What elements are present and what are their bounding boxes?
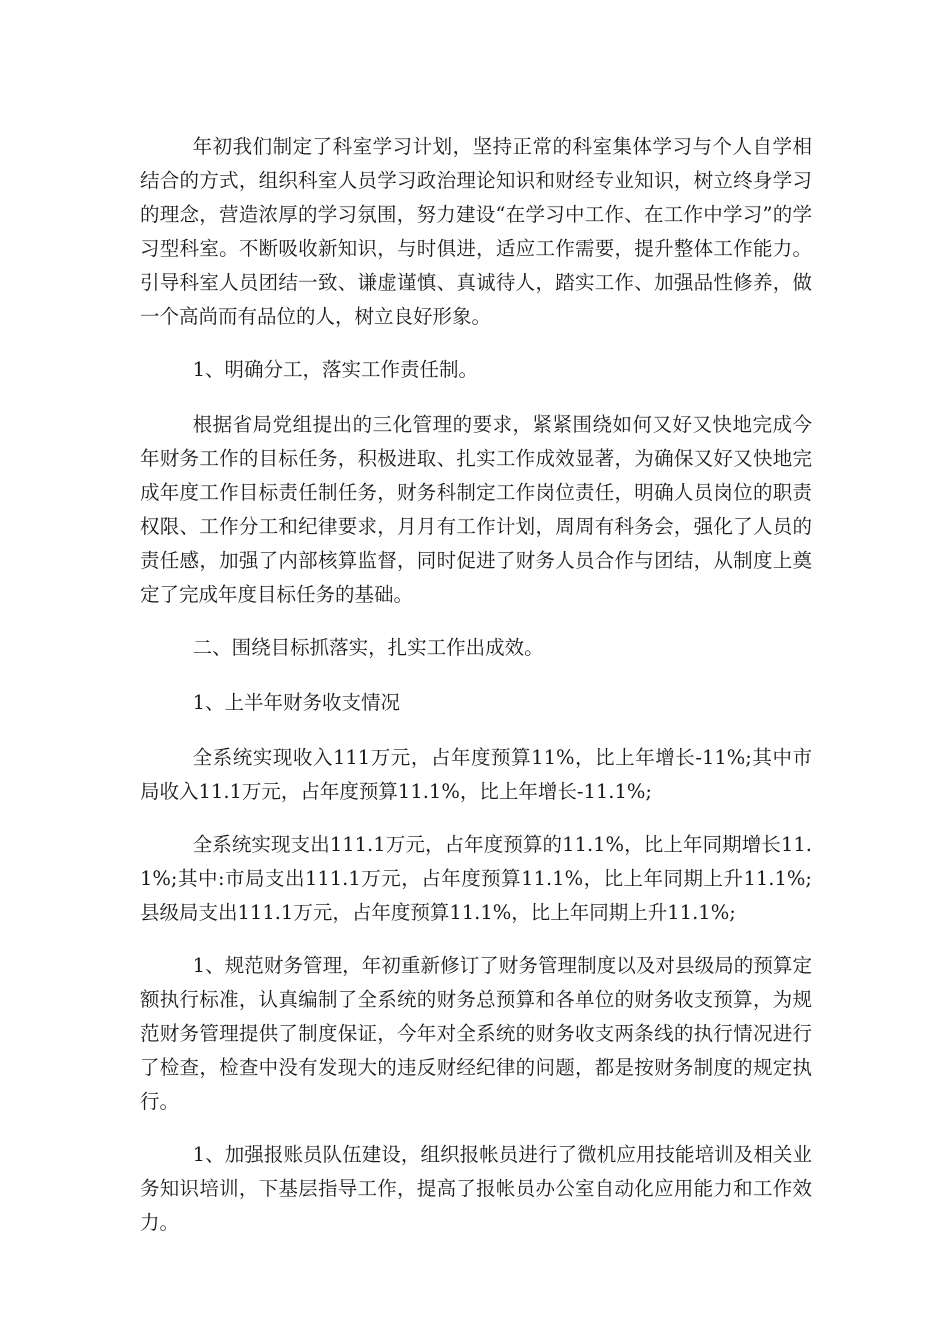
paragraph-responsibility-system: 根据省局党组提出的三化管理的要求，紧紧围绕如何又好又快地完成今年财务工作的目标任务，积极进取、扎实工作成效显著，为确保又好又快地完成年度工作目标责任制任务，财务科制定工作岗位责任，明确人员岗位的职责权限、工作分工和纪律要求，月月有工作计划，周周有科务会，强化了人员的责任感，加强了内部核算监督，同时促进了财务人员合作与团结，从制度上奠定了完成年度目标任务的基础。 (140, 413, 812, 606)
paragraph-accountant-training: 1、加强报账员队伍建设，组织报帐员进行了微机应用技能培训及相关业务知识培训，下基层指导工作，提高了报帐员办公室自动化应用能力和工作效力。 (140, 1143, 812, 1234)
document-body (140, 130, 812, 1259)
paragraph-study-plan: 年初我们制定了科室学习计划，坚持正常的科室集体学习与个人自学相结合的方式，组织科室人员学习政治理论知识和财经专业知识，树立终身学习的理念，营造浓厚的学习氛围，努力建设“在学习中工作、在工作中学习”的学习型科室。不断吸收新知识，与时俱进，适应工作需要，提升整体工作能力。引导科室人员团结一致、谦虚谨慎、真诚待人，踏实工作、加强品性修养，做一个高尚而有品位的人，树立良好形象。 (140, 135, 812, 328)
paragraph-income: 全系统实现收入111万元，占年度预算11%，比上年增长-11%;其中市局收入11.1万元，占年度预算11.1%，比上年增长-11.1%; (140, 746, 812, 803)
paragraph-financial-management: 1、规范财务管理，年初重新修订了财务管理制度以及对县级局的预算定额执行标准，认真编制了全系统的财务总预算和各单位的财务收支预算，为规范财务管理提供了制度保证，今年对全系统的财务收支两条线的执行情况进行了检查，检查中没有发现大的违反财经纪律的问题，都是按财务制度的规定执行。 (140, 954, 812, 1113)
heading-division-of-labor: 1、明确分工，落实工作责任制。 (192, 358, 479, 381)
paragraph-expenditure: 全系统实现支出111.1万元，占年度预算的11.1%，比上年同期增长11.1%;其中:市局支出111.1万元，占年度预算11.1%，比上年同期上升11.1%;县级局支出111.1万元，占年度预算11.1%，比上年同期上升11.1%; (140, 833, 812, 924)
heading-target-implementation: 二、围绕目标抓落实，扎实工作出成效。 (192, 636, 544, 659)
heading-half-year-finance: 1、上半年财务收支情况 (192, 691, 401, 714)
